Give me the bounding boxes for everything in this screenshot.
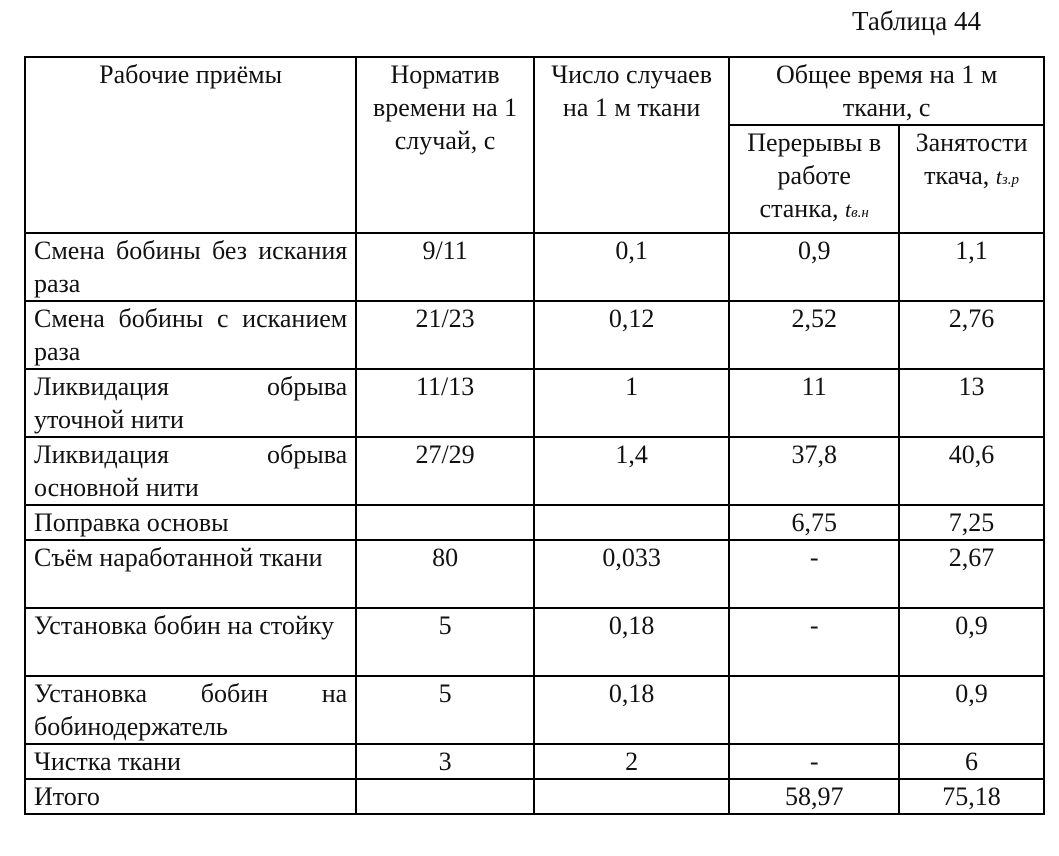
count-value: 0,18 bbox=[534, 608, 729, 676]
count-value bbox=[534, 505, 729, 540]
busy-value: 7,25 bbox=[899, 505, 1044, 540]
breaks-value: 6,75 bbox=[729, 505, 899, 540]
breaks-value: - bbox=[729, 608, 899, 676]
norm-value: 11/13 bbox=[356, 369, 534, 437]
count-value: 2 bbox=[534, 744, 729, 779]
header-weaver-busy-subscript: з.р bbox=[1001, 172, 1020, 188]
norm-value: 9/11 bbox=[356, 233, 534, 301]
norm-value: 80 bbox=[356, 540, 534, 608]
count-value bbox=[534, 779, 729, 814]
busy-value: 2,76 bbox=[899, 301, 1044, 369]
norm-value: 5 bbox=[356, 608, 534, 676]
count-value: 1,4 bbox=[534, 437, 729, 505]
operation-name: Установка бобин на стойку bbox=[25, 608, 356, 676]
header-weaver-busy bbox=[899, 125, 1044, 233]
table-row bbox=[25, 608, 1044, 676]
norm-value bbox=[356, 779, 534, 814]
count-value: 1 bbox=[534, 369, 729, 437]
busy-value: 2,67 bbox=[899, 540, 1044, 608]
table-row bbox=[25, 744, 1044, 779]
table-row bbox=[25, 540, 1044, 608]
operation-name: Поправка основы bbox=[25, 505, 356, 540]
norm-value bbox=[356, 505, 534, 540]
count-value: 0,12 bbox=[534, 301, 729, 369]
breaks-value: 58,97 bbox=[729, 779, 899, 814]
count-value: 0,1 bbox=[534, 233, 729, 301]
data-table bbox=[24, 56, 1045, 815]
header-machine-breaks-subscript: в.н bbox=[851, 205, 869, 221]
table-row bbox=[25, 505, 1044, 540]
header-machine-breaks-label: Перерывы в работе станка, bbox=[747, 128, 882, 223]
operation-name: Смена бобины без искания раза bbox=[25, 233, 356, 301]
header-case-count: Число случаев на 1 м ткани bbox=[534, 57, 729, 233]
header-total-time: Общее время на 1 м ткани, с bbox=[729, 57, 1044, 125]
table-row bbox=[25, 437, 1044, 505]
norm-value: 3 bbox=[356, 744, 534, 779]
busy-value: 6 bbox=[899, 744, 1044, 779]
header-weaver-busy-label: Занятости ткача, bbox=[915, 128, 1028, 190]
header-norm-time: Норматив времени на 1 случай, с bbox=[356, 57, 534, 233]
norm-value: 5 bbox=[356, 676, 534, 744]
breaks-value: 37,8 bbox=[729, 437, 899, 505]
operation-name: Установка бобин на бобинодержатель bbox=[25, 676, 356, 744]
count-value: 0,033 bbox=[534, 540, 729, 608]
table-row bbox=[25, 369, 1044, 437]
breaks-value: 0,9 bbox=[729, 233, 899, 301]
table-row bbox=[25, 676, 1044, 744]
operation-name: Съём наработанной ткани bbox=[25, 540, 356, 608]
breaks-value: 11 bbox=[729, 369, 899, 437]
busy-value: 40,6 bbox=[899, 437, 1044, 505]
table-row-total bbox=[25, 779, 1044, 814]
count-value: 0,18 bbox=[534, 676, 729, 744]
busy-value: 0,9 bbox=[899, 608, 1044, 676]
operation-name: Чистка ткани bbox=[25, 744, 356, 779]
busy-value: 13 bbox=[899, 369, 1044, 437]
header-machine-breaks bbox=[729, 125, 899, 233]
breaks-value: - bbox=[729, 744, 899, 779]
busy-value: 1,1 bbox=[899, 233, 1044, 301]
breaks-value: - bbox=[729, 540, 899, 608]
header-operations: Рабочие приёмы bbox=[25, 57, 356, 233]
header-weaver-busy-symbol: t bbox=[995, 164, 1002, 189]
table-row bbox=[25, 233, 1044, 301]
operation-name: Ликвидация обрыва основной нити bbox=[25, 437, 356, 505]
table-caption: Таблица 44 bbox=[852, 6, 981, 36]
header-machine-breaks-symbol: t bbox=[845, 197, 852, 222]
table-row bbox=[25, 301, 1044, 369]
norm-value: 21/23 bbox=[356, 301, 534, 369]
operation-name: Смена бобины с исканием раза bbox=[25, 301, 356, 369]
breaks-value: 2,52 bbox=[729, 301, 899, 369]
operation-name: Итого bbox=[25, 779, 356, 814]
busy-value: 0,9 bbox=[899, 676, 1044, 744]
breaks-value bbox=[729, 676, 899, 744]
norm-value: 27/29 bbox=[356, 437, 534, 505]
operation-name: Ликвидация обрыва уточной нити bbox=[25, 369, 356, 437]
busy-value: 75,18 bbox=[899, 779, 1044, 814]
